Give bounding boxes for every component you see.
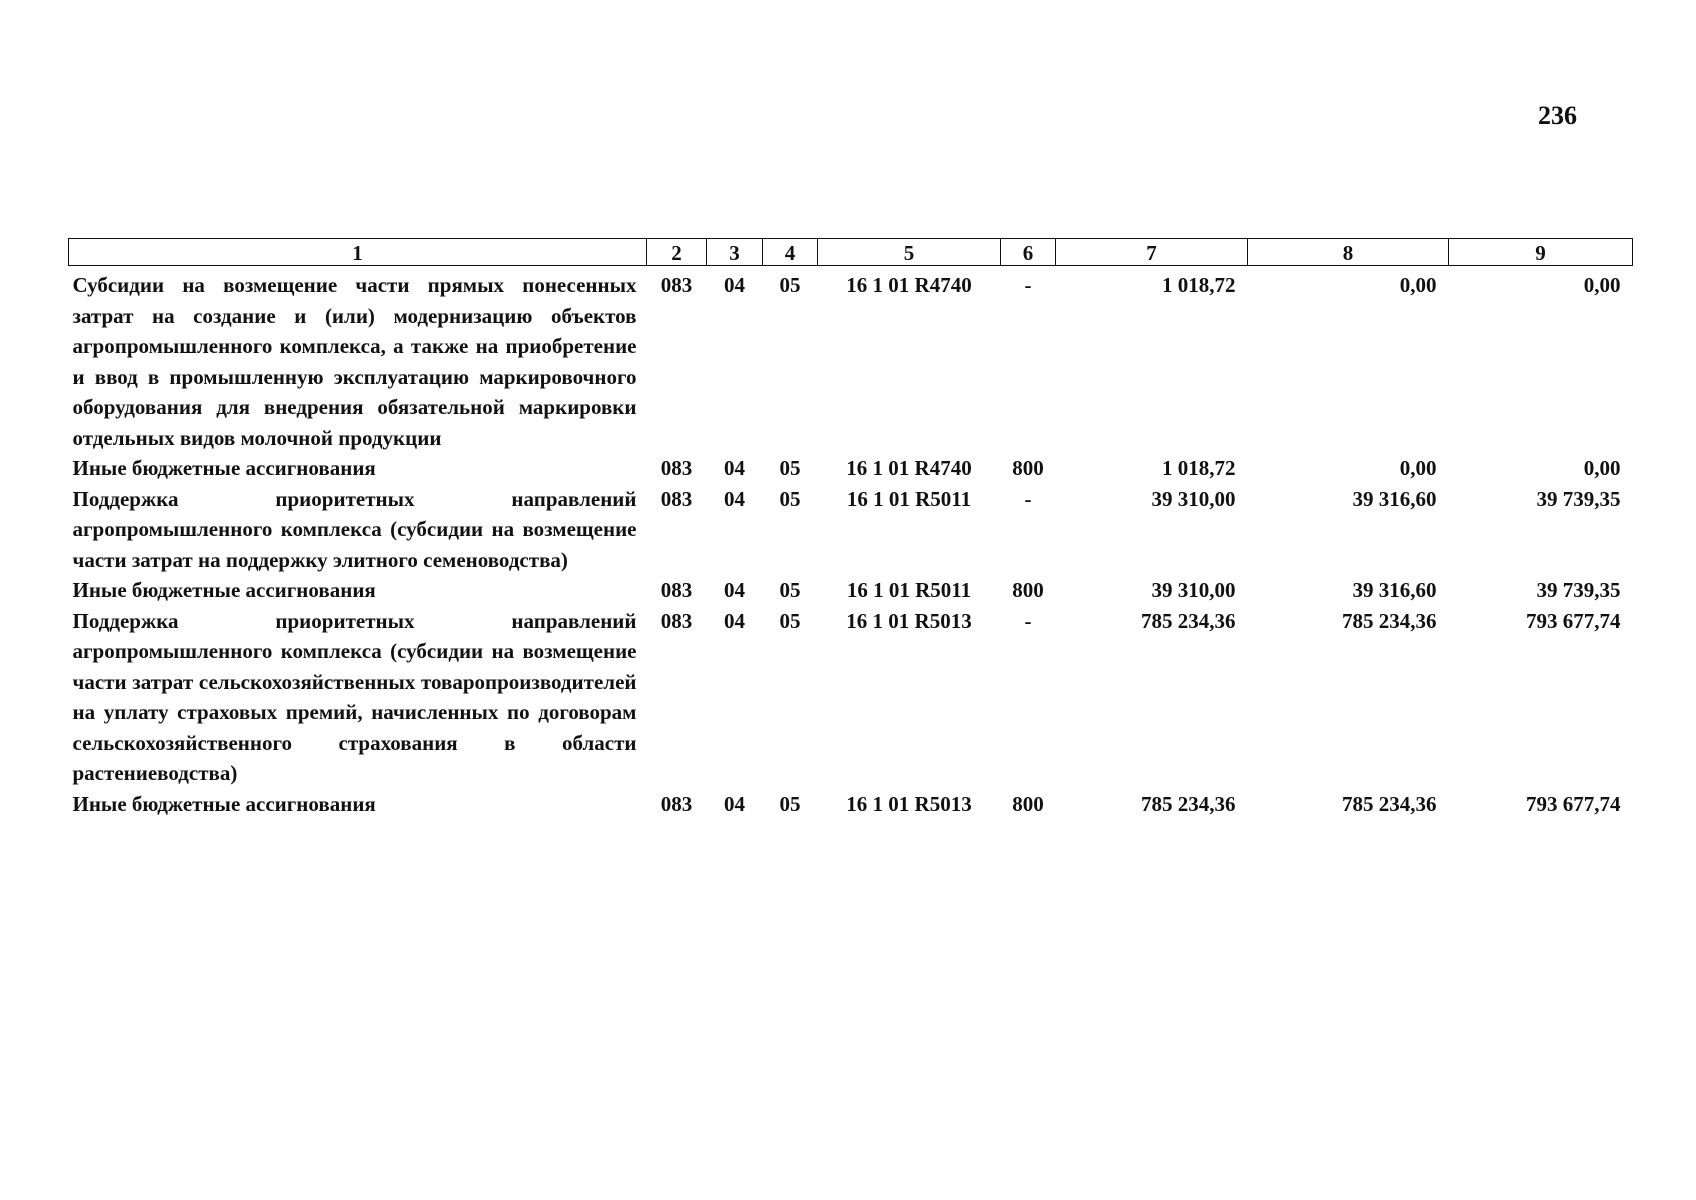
table-row (69, 266, 1633, 454)
row-description: Иные бюджетные ассигнования (72, 456, 376, 480)
row-amount-col-7: 785 234,36 (1141, 608, 1236, 633)
row-amount-col-9: 0,00 (1583, 273, 1621, 297)
row-amount-col-9: 39 739,35 (1536, 486, 1621, 511)
row-subsection-code: 05 (779, 791, 801, 816)
row-subsection-code: 05 (779, 608, 801, 633)
row-target-item-code: 16 1 01 R5013 (846, 791, 972, 816)
row-expense-type-code: - (1024, 273, 1032, 297)
table-row (69, 575, 1633, 606)
header-col-6: 6 (1001, 239, 1056, 266)
row-amount-col-9: 793 677,74 (1526, 608, 1621, 633)
row-description: Поддержка приоритетных направлений агропромышленного комплекса (субсидии на возмещение части затрат сельскохозяйственных товаропроизводителей на уплату страховых премий, начисленных по договорам сельскохозяйственного страхования в области растениеводства) (72, 608, 637, 785)
row-subsection-code: 05 (779, 273, 801, 297)
row-target-item-code: 16 1 01 R5011 (846, 578, 972, 602)
header-col-2: 2 (647, 239, 707, 266)
row-amount-col-8: 0,00 (1399, 456, 1437, 480)
page-number: 236 (1538, 101, 1577, 130)
row-subsection-code: 05 (779, 486, 801, 511)
header-col-8: 8 (1248, 239, 1449, 266)
table-row (69, 484, 1633, 576)
table-body (69, 266, 1633, 820)
row-ministry-code: 083 (660, 456, 693, 480)
header-col-5: 5 (818, 239, 1001, 266)
row-amount-col-8: 785 234,36 (1342, 608, 1437, 633)
row-section-code: 04 (724, 456, 745, 480)
header-col-4: 4 (763, 239, 818, 266)
row-target-item-code: 16 1 01 R5011 (846, 486, 972, 511)
row-amount-col-7: 785 234,36 (1141, 791, 1236, 816)
row-amount-col-8: 0,00 (1399, 273, 1437, 297)
row-amount-col-7: 1 018,72 (1162, 456, 1236, 480)
row-amount-col-9: 793 677,74 (1526, 791, 1621, 816)
row-amount-col-8: 39 316,60 (1352, 486, 1437, 511)
header-col-3: 3 (707, 239, 763, 266)
row-target-item-code: 16 1 01 R4740 (846, 456, 972, 480)
row-target-item-code: 16 1 01 R5013 (846, 608, 972, 633)
row-amount-col-9: 0,00 (1583, 456, 1621, 480)
row-ministry-code: 083 (660, 486, 693, 511)
header-col-1: 1 (69, 239, 647, 266)
row-section-code: 04 (724, 273, 745, 297)
row-expense-type-code: 800 (1012, 578, 1044, 602)
row-amount-col-7: 39 310,00 (1151, 578, 1236, 602)
row-subsection-code: 05 (779, 456, 801, 480)
row-amount-col-7: 1 018,72 (1162, 273, 1236, 297)
row-section-code: 04 (724, 791, 745, 816)
row-ministry-code: 083 (660, 608, 693, 633)
row-description: Иные бюджетные ассигнования (72, 791, 376, 816)
header-col-9: 9 (1449, 239, 1633, 266)
row-section-code: 04 (724, 578, 745, 602)
row-amount-col-8: 39 316,60 (1352, 578, 1437, 602)
table-row (69, 606, 1633, 789)
row-description: Поддержка приоритетных направлений агропромышленного комплекса (субсидии на возмещение части затрат на поддержку элитного семеноводства) (72, 486, 637, 572)
row-expense-type-code: - (1024, 486, 1032, 511)
row-description: Субсидии на возмещение части прямых понесенных затрат на создание и (или) модернизацию объектов агропромышленного комплекса, а также на приобретение и ввод в промышленную эксплуатацию маркировочного оборудования для внедрения обязательной маркировки отдельных видов молочной продукции (72, 273, 637, 450)
table-row (69, 789, 1633, 820)
table-header (69, 239, 1633, 266)
table-row (69, 453, 1633, 484)
row-ministry-code: 083 (660, 578, 693, 602)
row-ministry-code: 083 (660, 791, 693, 816)
row-expense-type-code: - (1024, 608, 1032, 633)
row-target-item-code: 16 1 01 R4740 (846, 273, 972, 297)
row-section-code: 04 (724, 486, 745, 511)
row-section-code: 04 (724, 608, 745, 633)
row-ministry-code: 083 (660, 273, 693, 297)
row-subsection-code: 05 (779, 578, 801, 602)
row-expense-type-code: 800 (1012, 456, 1044, 480)
row-description: Иные бюджетные ассигнования (72, 578, 376, 602)
header-col-7: 7 (1056, 239, 1248, 266)
header-row (69, 239, 1633, 266)
row-amount-col-7: 39 310,00 (1151, 486, 1236, 511)
row-amount-col-9: 39 739,35 (1536, 578, 1621, 602)
budget-table (68, 238, 1633, 819)
row-amount-col-8: 785 234,36 (1342, 791, 1437, 816)
row-expense-type-code: 800 (1012, 791, 1044, 816)
